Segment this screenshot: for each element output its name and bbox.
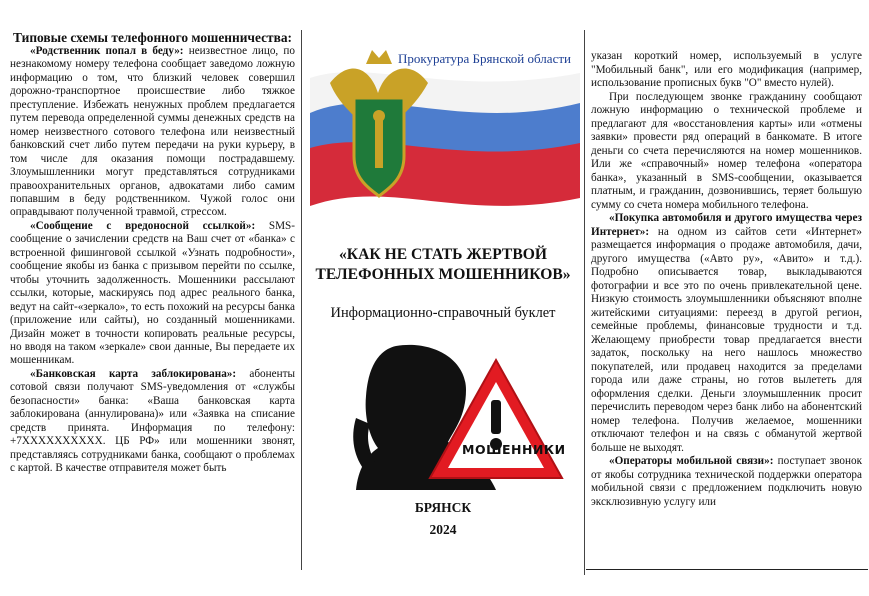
scheme-card-blocked-title: «Банковская карта заблокирована»: — [30, 367, 237, 380]
scheme-relative-title: «Родственник попал в беду»: — [30, 45, 184, 57]
left-heading: Типовые схемы телефонного мошенничества: — [13, 30, 292, 45]
bottom-rule — [586, 569, 868, 570]
warning-illustration — [326, 338, 566, 490]
scheme-online-purchase — [591, 212, 862, 455]
scheme-mobile-operator — [591, 455, 862, 509]
cover-column — [302, 30, 584, 575]
scheme-relative-text: неизвестное лицо, по незнакомому номеру телефона сообщает заведомо ложную информацию о том, что близкий человек совершил дорожно-транспортное происшествие либо тяжкое преступление. Избежать ненужных проблем предлагается путем перевода определенной суммы денежных средств на номер неизвестного сотового телефона или неизвестный банковский счет либо путем передачи на руки курьеру, в том числе для оказания помощи пострадавшему. Злоумышленники могут представляться сотрудниками правоохранительных органов, адвокатами либо самим попавшим в беду родственником. Чужой голос они оправдывают полученной травмой, стрессом. — [10, 45, 295, 219]
scheme-mobile-operator-text: поступает звонок от якобы сотрудника технической поддержки оператора мобильной связи с предложением подключить новую эксклюзивную услугу или — [591, 455, 863, 508]
city-name: БРЯНСК — [414, 500, 472, 515]
booklet-subtitle: Информационно-справочный буклет — [330, 305, 556, 321]
left-column — [10, 30, 295, 476]
warning-label: МОШЕННИКИ — [462, 442, 566, 457]
scheme-malicious-link — [10, 220, 295, 368]
scheme-online-purchase-title: «Покупка автомобиля и другого имущества через Интернет»: — [591, 212, 862, 238]
right-paragraph-2: При последующем звонке гражданину сообщают ложную информацию о технической проблеме и предлагают для «восстановления карты» или «отмены заявки» провести ряд операций в банкомате. В итоге деньги со счета перечисляются на номер мошенников. Или же «справочный» номер телефона «оператора банка», указанный в SMS-сообщении, оказывается платным, и гражданин, дозвонившись, теряет большую сумму со счета номера мобильного телефона. — [591, 90, 862, 211]
fold-line-right — [584, 30, 585, 575]
publication-year: 2024 — [429, 522, 457, 537]
scheme-malicious-link-title: «Сообщение с вредоносной ссылкой»: — [30, 219, 256, 232]
booklet-title: «КАК НЕ СТАТЬ ЖЕРТВОЙ ТЕЛЕФОННЫХ МОШЕННИКОВ» — [315, 246, 571, 283]
scheme-card-blocked — [10, 368, 295, 476]
right-column — [591, 50, 862, 509]
prokuratura-banner — [310, 38, 580, 234]
scheme-relative — [10, 45, 295, 220]
scheme-online-purchase-text: на одном из сайтов сети «Интернет» размещается информация о продаже автомобиля, дачи, другого имущества («Авто ру», «Авито» и т.д.). Подробно описывается товар, выкладываются фотографии и все это по очень привлекательной цене. Низкую стоимость злоумышленники объясняют вполне житейскими ситуациями: переезд в другой регион, семейные проблемы, финансовые трудности и т.д. Желающему приобрести товар предлагается внести задаток, поскольку на него нашлось множество покупателей, или продавец находится за пределами города или даже страны, но готов вылететь для оформления сделки. Деньги злоумышленник просит перечислить переводом через банк либо на абонентский номер телефона. Получив желаемое, мошенники отключают телефон и на связь с обманутой жертвой больше не выходят. — [591, 225, 862, 454]
scheme-card-blocked-text: абоненты сотовой связи получают SMS-уведомления от «службы безопасности» банка: «Ваша банковская карта заблокирована (аннулирована)» или «Заявка на списание средств принята. Информация по телефону: +7XXXXXXXXXX. ЦБ РФ» или мошенники звонят, представляясь сотрудниками банка, сообщают о проблемах с картой. В качестве отправителя может быть — [10, 367, 295, 475]
scheme-malicious-link-text: SMS-сообщение о зачислении средств на Ваш счет от «банка» с встроенной фишинговой ссылкой «Узнать подробности», сообщение якобы из банка с призывом перейти по ссылке, чтобы уточнить задолженность. Мошенники рассылают ссылки, которые, маскируясь под адрес реального банка, ведут на сайт-«зеркало», то есть похожий на ресурсы банка (приложение или сайты), но созданный мошенниками. Дизайн может в точности копировать реальные ресурсы, но вводя на таком «зеркале» свои данные, Вы передаете их мошенникам. — [10, 219, 295, 367]
org-name: Прокуратура Брянской области — [398, 51, 571, 66]
scheme-mobile-operator-title: «Операторы мобильной связи»: — [609, 455, 774, 467]
right-paragraph-1: указан короткий номер, используемый в услуге "Мобильный банк", или его модификация (например, использование прописных букв "О" вместо нулей). — [591, 50, 862, 89]
